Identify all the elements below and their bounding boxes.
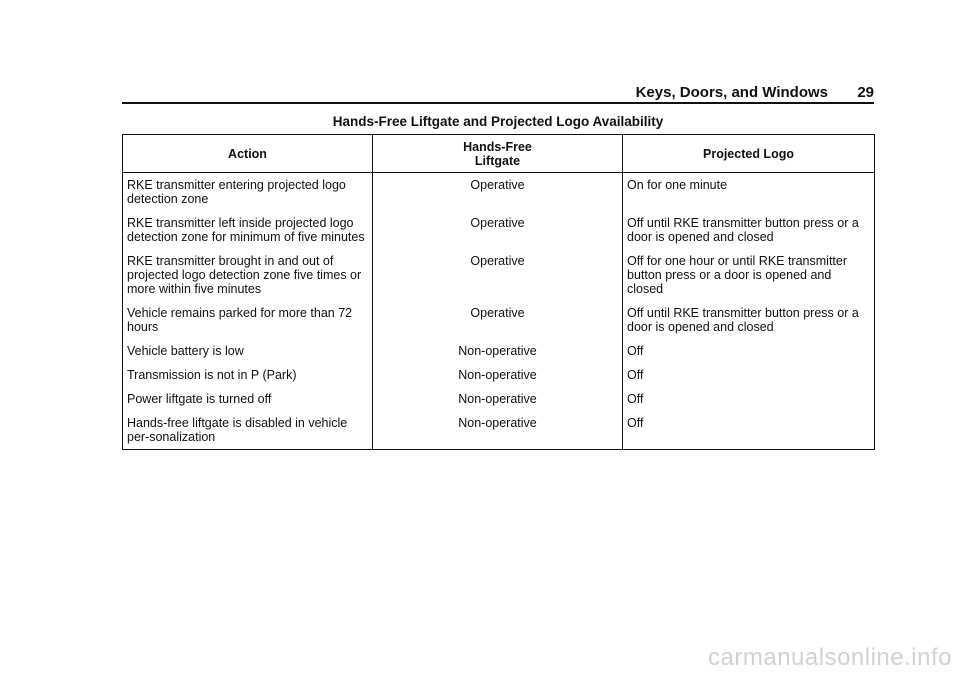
page-number: 29 [857,84,874,101]
column-header-liftgate: Hands-Free Liftgate [373,135,623,173]
table-row [123,363,875,387]
logo-cell: On for one minute [623,173,875,212]
table-row [123,301,875,339]
logo-cell: Off [623,387,875,411]
logo-cell: Off until RKE transmitter button press or a door is opened and closed [623,211,875,249]
liftgate-cell: Non-operative [373,411,623,450]
liftgate-cell: Operative [373,249,623,301]
logo-cell: Off [623,339,875,363]
action-cell: Transmission is not in P (Park) [123,363,373,387]
liftgate-cell: Operative [373,211,623,249]
action-cell: RKE transmitter left inside projected logo detection zone for minimum of five minutes [123,211,373,249]
liftgate-cell: Non-operative [373,363,623,387]
page-header [122,84,874,104]
liftgate-cell: Operative [373,301,623,339]
section-title: Keys, Doors, and Windows [635,84,828,101]
action-cell: RKE transmitter entering projected logo detection zone [123,173,373,212]
table-row [123,411,875,450]
table-row [123,387,875,411]
column-header-action: Action [123,135,373,173]
table-title: Hands-Free Liftgate and Projected Logo Availability [332,114,664,129]
liftgate-cell: Non-operative [373,387,623,411]
availability-table [122,134,875,450]
table-row [123,249,875,301]
logo-cell: Off [623,411,875,450]
logo-cell: Off until RKE transmitter button press or a door is opened and closed [623,301,875,339]
watermark-link[interactable]: carmanualsonline.info [708,644,952,671]
action-cell: Vehicle remains parked for more than 72 hours [123,301,373,339]
liftgate-cell: Operative [373,173,623,212]
action-cell: Power liftgate is turned off [123,387,373,411]
table-row [123,173,875,212]
table-header-row [123,135,875,173]
action-cell: RKE transmitter brought in and out of projected logo detection zone five times or more within five minutes [123,249,373,301]
logo-cell: Off [623,363,875,387]
column-header-projected-logo: Projected Logo [623,135,875,173]
action-cell: Hands-free liftgate is disabled in vehicle per-sonalization [123,411,373,450]
liftgate-cell: Non-operative [373,339,623,363]
action-cell: Vehicle battery is low [123,339,373,363]
table-row [123,211,875,249]
logo-cell: Off for one hour or until RKE transmitter button press or a door is opened and closed [623,249,875,301]
table-row [123,339,875,363]
